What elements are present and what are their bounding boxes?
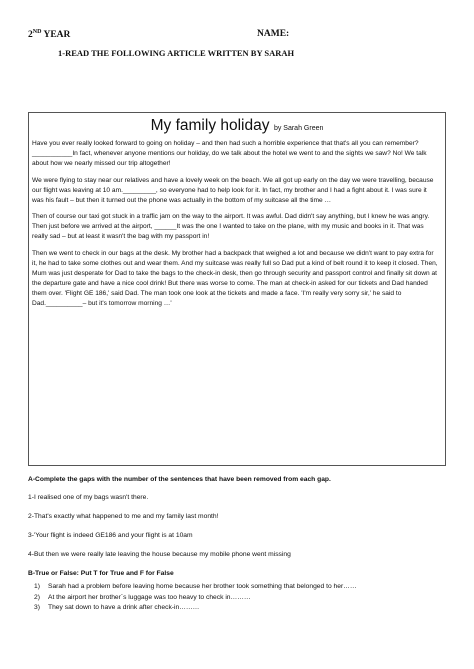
item-text: They sat down to have a drink after check-in……… — [48, 604, 200, 611]
removed-sentence: 1-I realised one of my bags wasn't there. — [28, 494, 149, 501]
removed-sentence: 2-That's exactly what happened to me and my family last month! — [28, 513, 219, 520]
item-text: At the airport her brother`s luggage was too heavy to check in……… — [48, 593, 251, 601]
item-number: 3) — [34, 604, 40, 611]
true-false-item — [34, 594, 448, 601]
removed-sentence: 4-But then we were really late leaving the house because my mobile phone went missing — [28, 551, 291, 558]
year-suffix: ND — [32, 29, 42, 35]
article-title — [0, 117, 474, 135]
true-false-list — [28, 583, 448, 611]
article-body — [32, 139, 440, 315]
exercises — [28, 476, 448, 615]
exercise-a-heading: A-Complete the gaps with the number of the sentences that have been removed from each gap. — [28, 476, 331, 483]
article-paragraph: Then of course our taxi got stuck in a traffic jam on the way to the airport. It was awful. Dad didn't say anything, but I knew he was angry. Then just before we arrived at the airport, ______It was the one I wanted to take on the plane, with my music and books in it. That was really sad – but at least it wasn't the bag with my passport in! — [32, 213, 430, 241]
article-paragraph: Then we went to check in our bags at the desk. My brother had a backpack that weighed a lot and because we didn't want to pay extra for it, he had to take some clothes out and wear them. And my suitcase was really full so Dad put a kind of belt round it to keep it closed. Then, Mum was just desperate for Dad to take the bags to the check-in desk, then go through security and passport control and finally sit down at the departure gate and have a nice cool drink! But there was worse to come. The man at check-in asked for our tickets and Dad handed them over. 'Flight GE 186,' said Dad. The man took one look at the tickets and made a face. 'I'm really very sorry sir,' he said to Dad.__________– but it's tomorrow morning …' — [32, 249, 438, 307]
year-word: YEAR — [43, 30, 71, 41]
name-label: NAME: — [257, 29, 290, 39]
true-false-item — [34, 604, 448, 611]
reading-instruction: 1-READ THE FOLLOWING ARTICLE WRITTEN BY SARAH — [58, 48, 295, 58]
removed-sentence: 3-'Your flight is indeed GE186 and your flight is at 10am — [28, 532, 193, 539]
year-number: 2 — [28, 30, 33, 41]
article-paragraph: Have you ever really looked forward to going on holiday – and then had such a horrible experience that that's all you can remember? ___________In fact, whenever anyone mentions our holiday, do we talk about the hotel we went to and the sights we saw? No! We talk about how we nearly missed our trip altogether! — [32, 140, 427, 167]
item-number: 2) — [34, 593, 40, 601]
item-text: Sarah had a problem before leaving home because her brother took something that belonged to her…… — [48, 583, 357, 590]
header — [28, 29, 448, 43]
article-paragraph: We were flying to stay near our relatives and have a lovely week on the beach. We all got up early on the day we were travelling, because our flight was leaving at 10 am._________, so everyone had to help look for it. In fact, my brother and I had a fight about it. I was sure it was his fault – but then it turned out the phone was actually in the bottom of my suitcase all the time … — [32, 176, 434, 204]
article-byline: by Sarah Green — [273, 125, 324, 132]
item-number: 1) — [34, 583, 40, 590]
year-label — [28, 29, 70, 40]
true-false-item — [34, 583, 448, 590]
article-title-main: My family holiday — [150, 117, 270, 134]
exercise-b-heading: B-True or False: Put T for True and F for False — [28, 570, 174, 577]
